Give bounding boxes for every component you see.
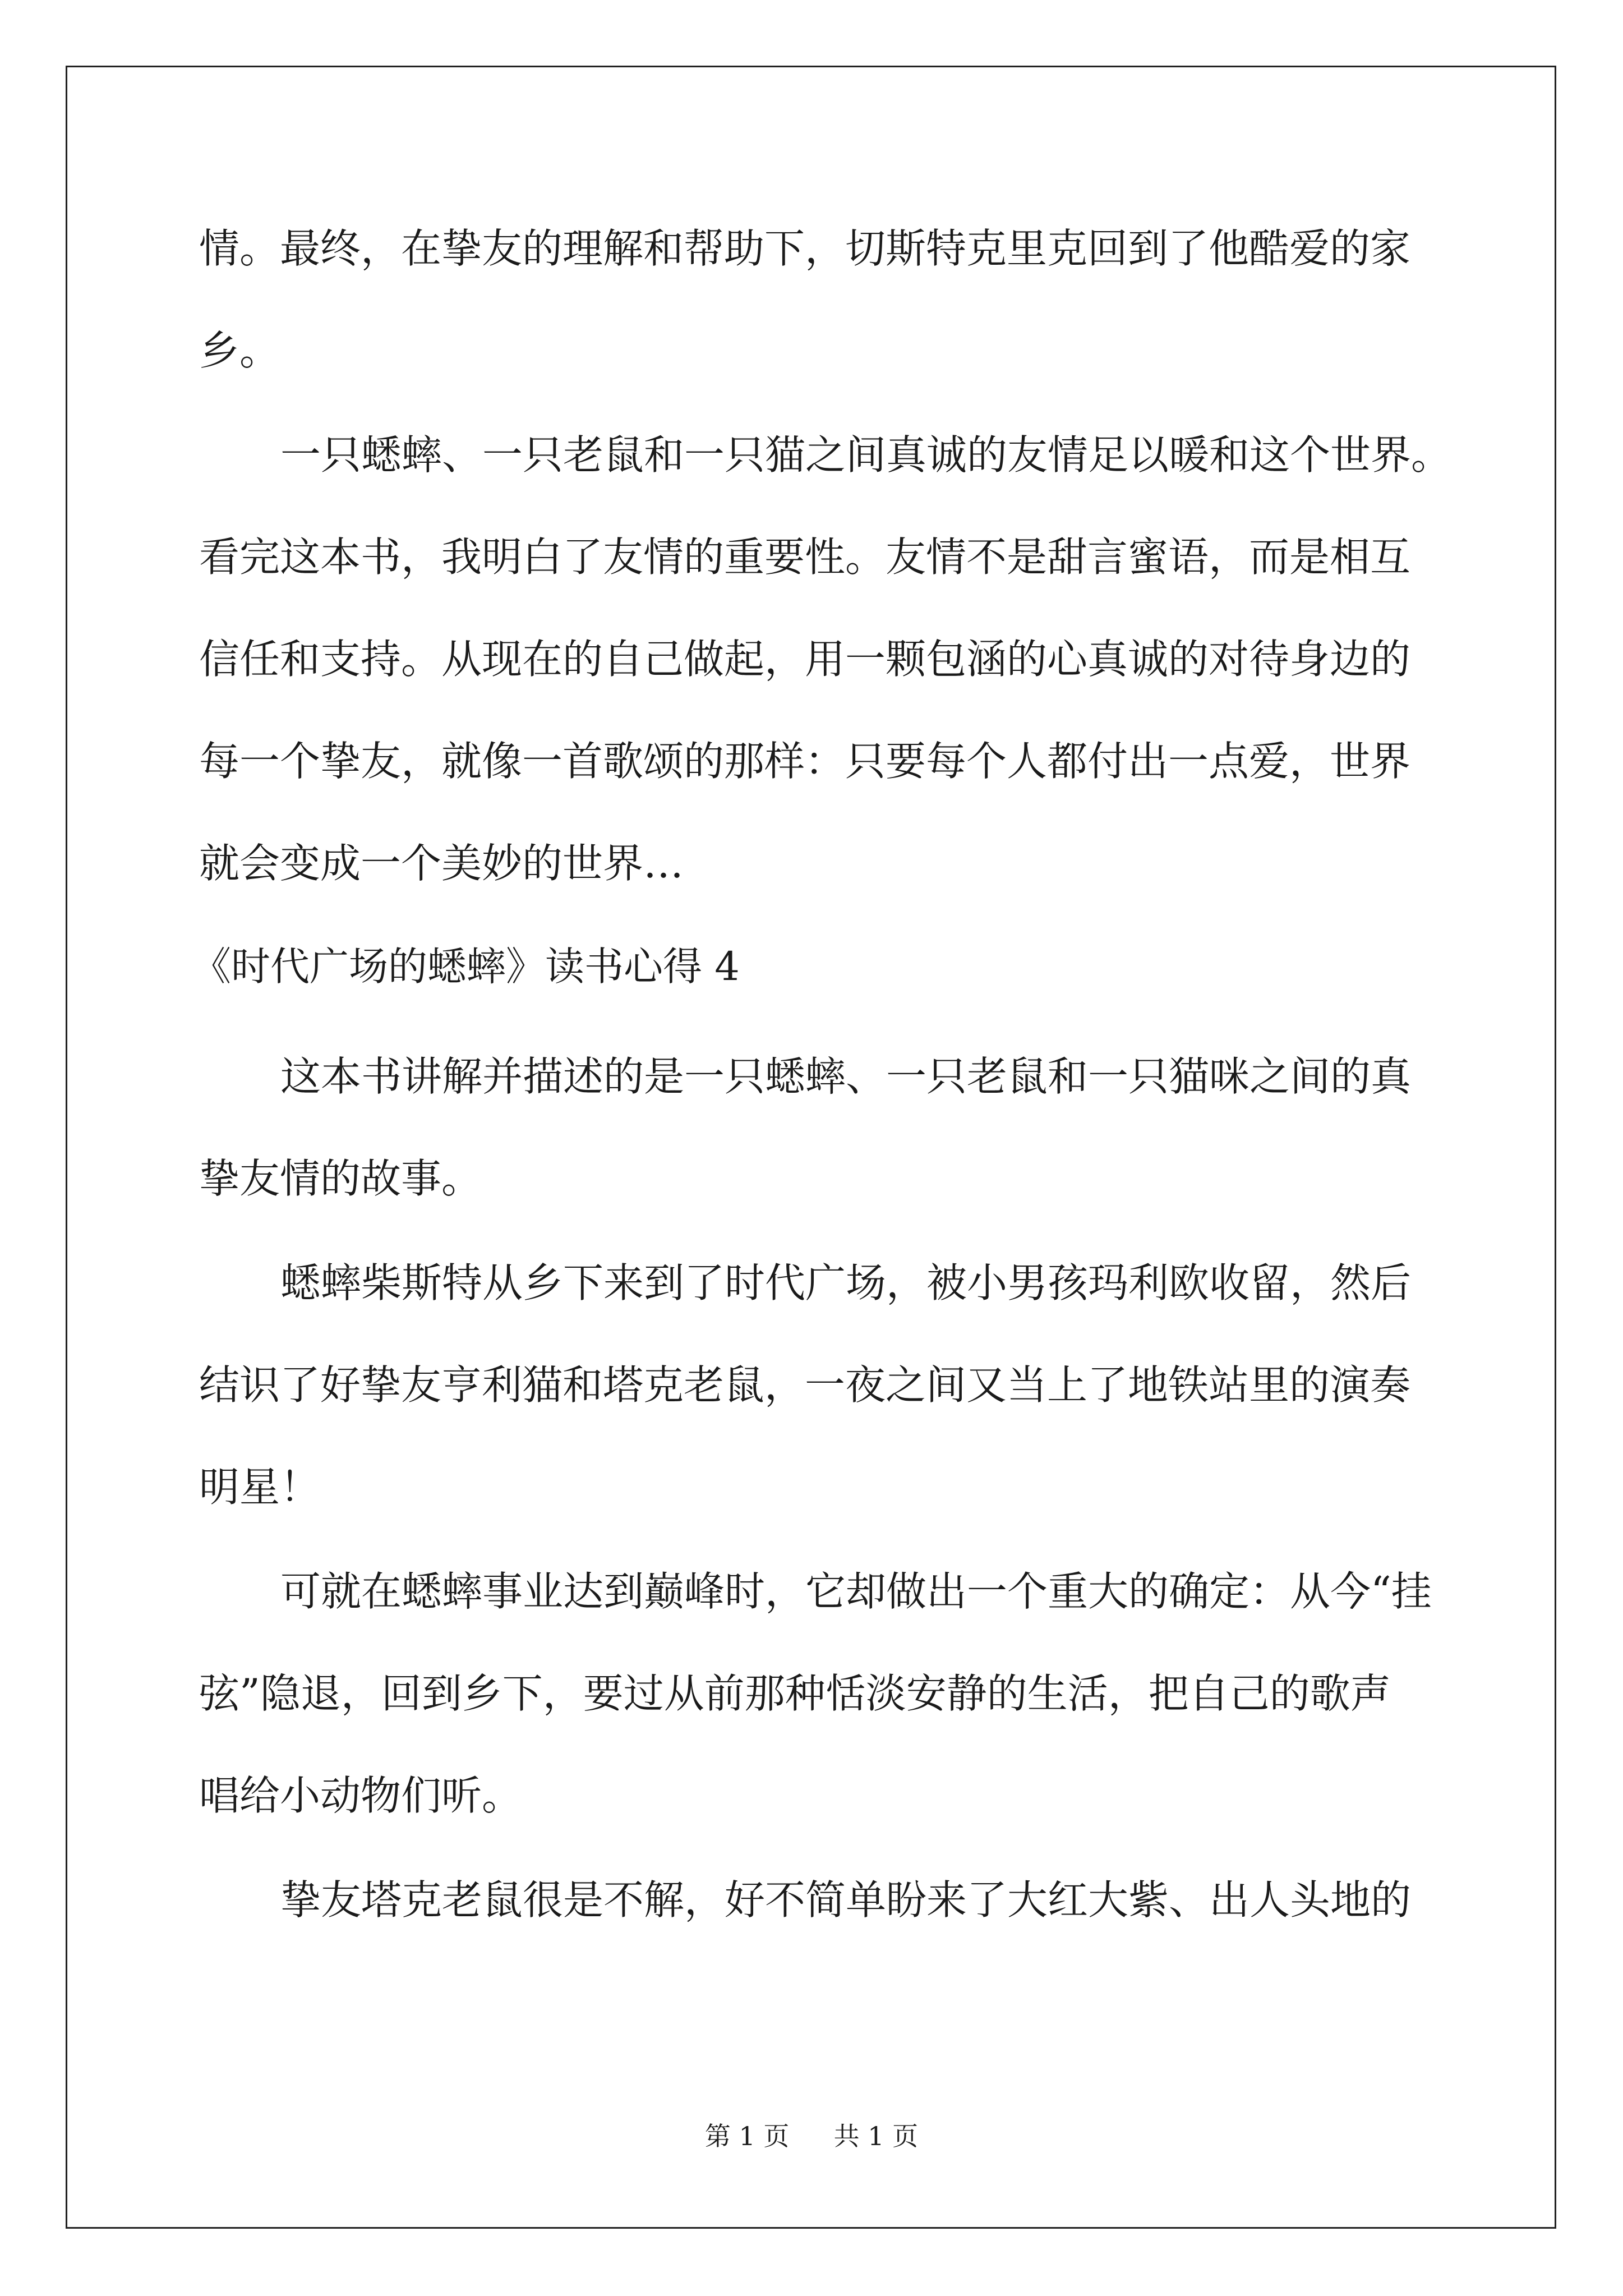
body-line: 就会变成一个美妙的世界… xyxy=(199,840,684,887)
body-line: 蟋蟀柴斯特从乡下来到了时代广场，被小男孩玛利欧收留，然后 xyxy=(280,1259,1412,1306)
body-line: 这本书讲解并描述的是一只蟋蟀、一只老鼠和一只猫咪之间的真 xyxy=(280,1053,1412,1100)
body-line: 结识了好挚友亨利猫和塔克老鼠，一夜之间又当上了地铁站里的演奏 xyxy=(199,1361,1411,1409)
section-heading: 《时代广场的蟋蟀》读书心得 4 xyxy=(192,944,740,990)
page-footer xyxy=(0,2119,1623,2153)
page-number: 第 1 页 xyxy=(704,2121,790,2151)
page-total: 共 1 页 xyxy=(833,2121,919,2151)
body-line: 情。最终，在挚友的理解和帮助下，切斯特克里克回到了他酷爱的家 xyxy=(199,225,1411,272)
body-line: 一只蟋蟀、一只老鼠和一只猫之间真诚的友情足以暖和这个世界。 xyxy=(280,431,1452,478)
body-line: 唱给小动物们听。 xyxy=(199,1772,523,1819)
body-line: 看完这本书，我明白了友情的重要性。友情不是甜言蜜语，而是相互 xyxy=(199,533,1411,581)
body-line: 挚友情的故事。 xyxy=(199,1155,482,1202)
body-line: 挚友塔克老鼠很是不解，好不简单盼来了大红大紫、出人头地的 xyxy=(280,1876,1412,1924)
body-line: 每一个挚友，就像一首歌颂的那样：只要每个人都付出一点爱，世界 xyxy=(199,738,1411,785)
body-line: 明星！ xyxy=(199,1464,321,1511)
body-line: 信任和支持。从现在的自己做起，用一颗包涵的心真诚的对待身边的 xyxy=(199,636,1411,683)
body-line: 弦”隐退，回到乡下，要过从前那种恬淡安静的生活，把自己的歌声 xyxy=(199,1670,1391,1717)
body-line: 乡。 xyxy=(199,327,280,374)
body-line: 可就在蟋蟀事业达到巅峰时，它却做出一个重大的确定：从今“挂 xyxy=(280,1568,1432,1615)
